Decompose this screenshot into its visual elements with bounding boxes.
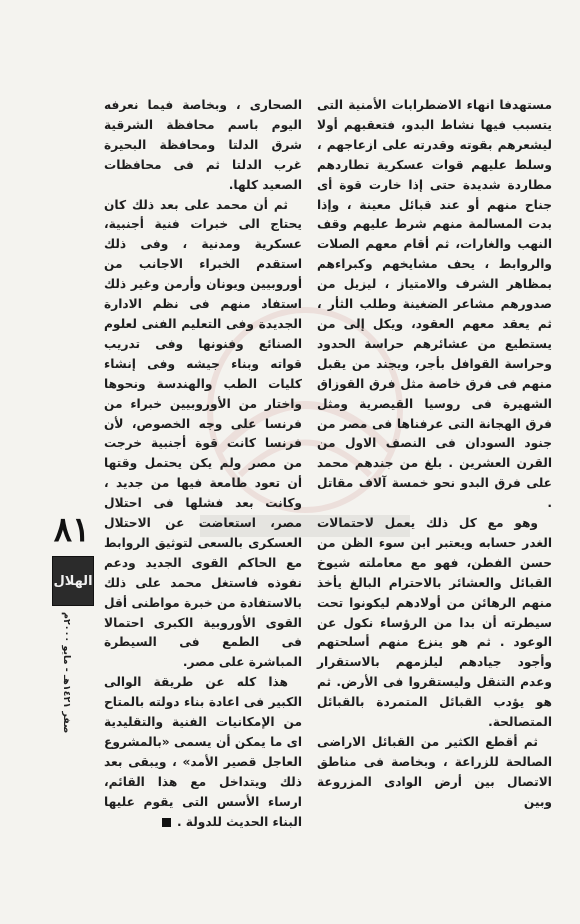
article-column-right (317, 96, 552, 813)
magazine-logo-text: الهلال (53, 573, 93, 589)
end-of-article-mark (162, 818, 171, 827)
paragraph: وهو مع كل ذلك يعمل لاحتمالات الغدر حسابه ويعتبر ابن سوء الظن من حسن الفطن، فهو مع معاملته شيوخ القبائل والعشائر بالاحترام البالغ يأخذ منهم الرهائن من أولادهم ليكونوا تحت سيطرته أن بدا من الرؤساء نكول عن الوعود . ثم هو ينزع منهم أسلحتهم وأجود جيادهم ليلزمهم بالاستقرار وعدم التنقل وليستقروا فى الأرض. ثم هو يؤدب القبائل المتمردة بالقبائل المتصالحة. (317, 516, 552, 730)
paragraph: ثم أقطع الكثير من القبائل الاراضى الصالحة للزراعة ، وبخاصة فى مناطق الاتصال بين أرض الوادى المزروعة وبين (317, 735, 552, 809)
magazine-logo (52, 556, 94, 606)
page-number: ٨١ (53, 510, 91, 550)
page-margin-strip (50, 510, 94, 830)
article-column-left (104, 96, 302, 833)
issue-date: صفر ١٤٢١هـ - مايو ٢٠٠٠م (61, 612, 72, 734)
paragraph: ثم أن محمد على بعد ذلك كان يحتاج الى خبرات فنية أجنبية، عسكرية ومدنية ، وفى ذلك استقدم الخبراء الاجانب من أوروبيين ويونان وأرمن وغير ذلك استفاد منهم فى نظم الادارة الجديدة وفى التعليم الفنى لعلوم الصنائع وفنونها وفى تدريب قواته وبناء جيشه وفى إنشاء كليات الطب والهندسة ونحوها واختار من الأوروبيين خبراء من فرنسا على وجه الخصوص، لأن فرنسا كانت قوة أجنبية خرجت من مصر ولم يكن يحتمل وقتها أن تعود طامعة فيها من جديد ، وكانت بعد فشلها فى احتلال مصر، استعاضت عن الاحتلال العسكرى بالسعى لتوثيق الروابط مع الحاكم القوى الجديد ودعم نفوذه فاستغل محمد على ذلك بالاستفادة من خبرة مواطنى أقل القوى الأوروبية الكبرى احتمالا فى الطمع فى السيطرة المباشرة على مصر. (104, 197, 302, 670)
closing-paragraph (104, 673, 302, 832)
paragraph: مستهدفا انهاء الاضطرابات الأمنية التى يتسبب فيها نشاط البدو، فتعقبهم أولا ليشعرهم بقوته وقدرته على ازعاجهم ، وسلط عليهم قوات عسكرية تطاردهم مطاردة شديدة حتى إذا خارت قوة أى جناح منهم أو عند قبائل معينة ، وإذا بدت المسالمة منهم شرط عليهم وقف النهب والغارات، ثم أقام معهم الصلات والروابط ، يحف مشايخهم وكبراءهم بمظاهر الشرف والامتياز ، ليزيل من صدورهم مشاعر الضغينة وطلب الثأر ، ثم يعقد معهم العقود، ويكل إلى من يستطيع من عشائرهم حراسة الحدود وحراسة القوافل بأجر، ويجند من يقبل منهم فى فرق خاصة مثل فرق القوزاق الشهيرة فى روسيا القيصرية ومثل فرق الهجانة التى عرفناها فى مصر من جنود السودان فى النصف الاول من القرن العشرين . بلغ من جندهم محمد على فرق البدو نحو خمسة آلاف مقاتل . (317, 98, 552, 511)
paragraph-text: هذا كله عن طريقة الوالى الكبير فى اعادة بناء دولته بالمتاح من الإمكانيات الفنية والتقليدية اى ما يمكن أن يسمى «بالمشروع العاجل قصير الأمد» ، ويبقى بعد ذلك ويتداخل مع هذا القائم، ارساء الأسس التى يقوم عليها البناء الحديث للدولة . (104, 675, 302, 829)
paragraph: الصحارى ، وبخاصة فيما نعرفه اليوم باسم محافظة الشرقية شرق الدلتا ومحافظة البحيرة غرب الدلتا ثم فى محافظات الصعيد كلها. (104, 98, 302, 192)
